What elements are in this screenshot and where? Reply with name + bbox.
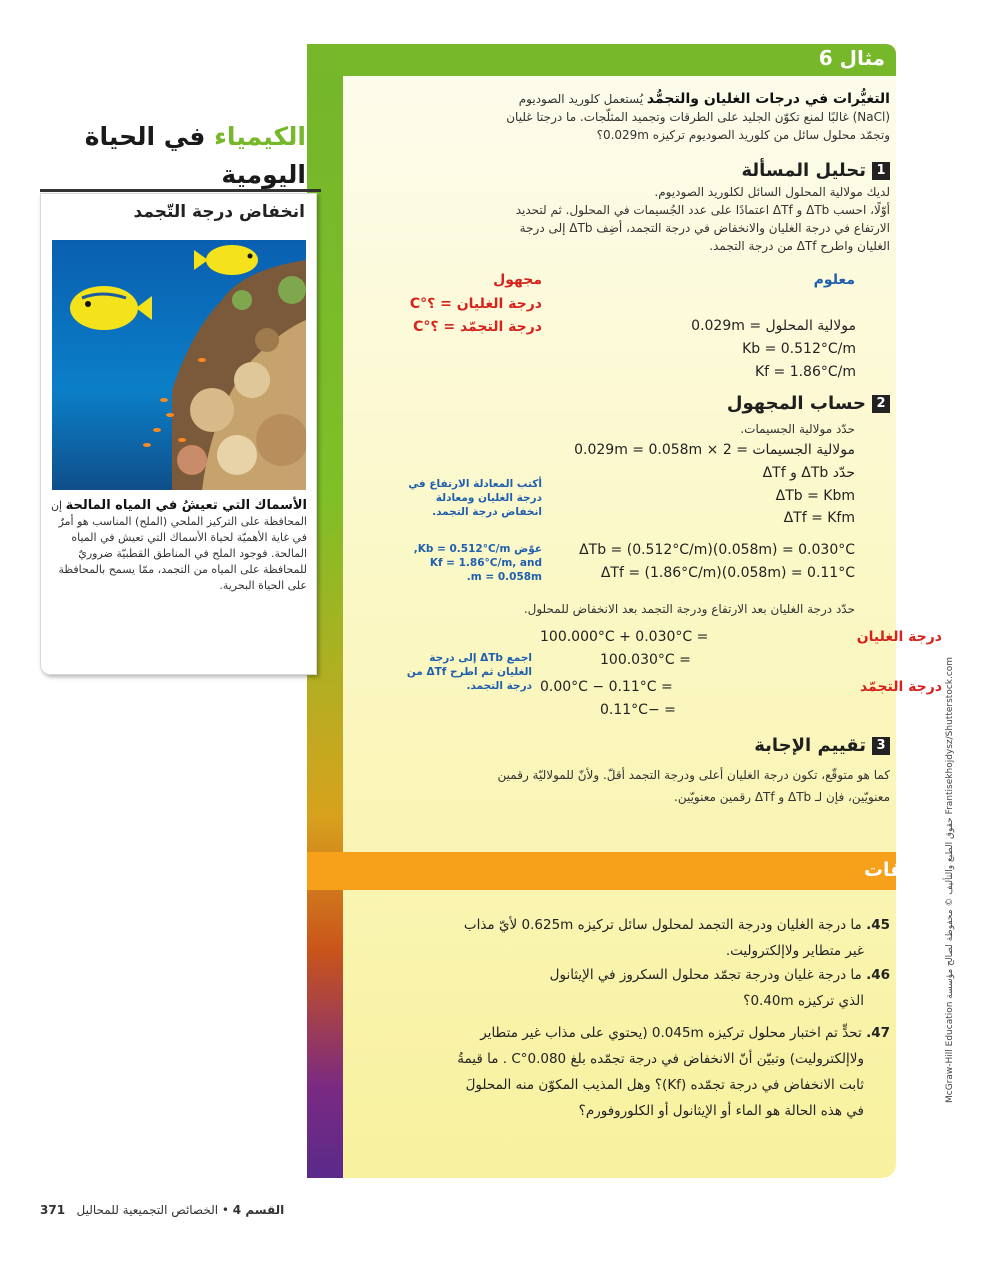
problem-line: ثابت الانخفاض في درجة تجمّده (Kf)؟ وهل المذيب المكوّن منه المحلولَ <box>465 1077 864 1093</box>
known-item: مولالية المحلول = 0.029m <box>691 318 856 334</box>
analyze-line-2: أوّلًا، احسب ΔTb و ΔTf اعتمادًا على عدد الجُسيمات في المحلول. ثم لتحديد <box>515 203 890 217</box>
note-write-equations: أكتب المعادلة الارتفاع في درجة الغليان ومعادلة انخفاض درجة التجمد. <box>408 478 542 518</box>
step-3-title: تقييم الإجابة <box>754 735 866 756</box>
practice-problem-46 <box>360 962 890 1014</box>
solve-line-3: حدّد ΔTb و ΔTf <box>762 465 855 481</box>
note-substitute-line: عوّض Kb = 0.512°C/m, <box>413 543 542 555</box>
evaluate-text <box>370 764 890 808</box>
problem-text-1: يُستعمل كلوريد الصوديوم <box>518 92 644 106</box>
problem-line: غير متطاير ولاإلكتروليت. <box>725 943 864 959</box>
sidebar-title-green: الكيمياء <box>214 122 306 151</box>
unknown-item: درجة التجمّد = ؟°C <box>413 319 542 335</box>
practice-problem-45 <box>360 912 890 964</box>
fp-equation: = 0.00°C − 0.11°C <box>540 679 673 695</box>
practice-title: تطبيقات <box>863 859 945 881</box>
calc-boiling: ΔTb = (0.512°C/m)(0.058m) = 0.030°C <box>579 542 855 558</box>
bp-equation: = 100.000°C + 0.030°C <box>540 629 709 645</box>
note-substitute <box>392 542 542 584</box>
fp-result: = −0.11°C <box>600 702 676 718</box>
sidebar-title <box>60 118 306 194</box>
known-list <box>600 315 856 384</box>
known-label: معلوم <box>813 272 855 288</box>
step-1-title: تحليل المسألة <box>741 160 866 181</box>
problem-line: ما درجة غليان ودرجة تجمّد محلول السكروز في الإيثانول <box>549 967 862 983</box>
header-divider <box>343 74 896 76</box>
analyze-line-3: الارتفاع في درجة الغليان والانخفاض في درجة التجمد، أضِف ΔTb إلى درجة <box>519 221 890 235</box>
unknown-list <box>342 293 542 339</box>
problem-number: 45. <box>866 917 890 933</box>
note-substitute-line: m = 0.058m. <box>466 571 542 583</box>
calc-freezing: ΔTf = (1.86°C/m)(0.058m) = 0.11°C <box>600 565 855 581</box>
problem-number: 46. <box>866 967 890 983</box>
practice-problem-47 <box>360 1020 890 1124</box>
step-3-number: 3 <box>872 737 890 755</box>
step-3-heading <box>590 735 890 756</box>
page-footer: القسم 4 • الخصائص التجميعية للمحاليل 371 <box>40 1203 285 1217</box>
practice-header-bar <box>307 852 896 890</box>
caption-title: الأسماك التي تعيشُ في المياه المالحة <box>65 498 307 513</box>
caption-text: إن المحافظة على التركيز الملحي (الملح) المناسب هو أمرٌ في غاية الأهميّة لحياة الأسماك التي تعيش في المياه المالحة. فوجود الملح في المناطق القطبيّة ضروريٌ للمحافظة على المياه من التجمد، ممّا يسمح بالمحافظة على الحياة البحرية. <box>50 499 307 592</box>
problem-text-2: (NaCl) غالبًا لمنع تكوّن الجليد على الطرقات وتجميد المثلّجات. ما درجتا غليان <box>506 110 890 124</box>
problem-line: في هذه الحالة هو الماء أو الإيثانول أو الكلوروفورم؟ <box>578 1103 864 1119</box>
sidebar-title-rest: في الحياة اليومية <box>84 122 306 189</box>
equation-boiling: ΔTb = Kbm <box>775 488 855 504</box>
known-item: Kb = 0.512°C/m <box>742 341 856 357</box>
analyze-line-1: لديك مولالية المحلول السائل لكلوريد الصوديوم. <box>654 185 890 199</box>
unknown-label: مجهول <box>493 272 542 288</box>
sidebar-subtitle: انخفاض درجة التّجمد <box>133 202 305 222</box>
evaluate-line-1: كما هو متوقّع، تكون درجة الغليان أعلى ودرجة التجمد أقلّ. ولأنّ للمولاليّة رقمين <box>497 768 890 782</box>
problem-title: التغيُّرات في درجات الغليان والتجمُّد <box>646 91 890 107</box>
fp-label: درجة التجمّد <box>859 679 942 695</box>
step-1-heading <box>590 160 890 181</box>
problem-line: الذي تركيزه 0.40m؟ <box>743 993 864 1009</box>
bp-label: درجة الغليان <box>856 629 942 645</box>
credit-line: McGraw-Hill Education حقوق الطبع والتأليف © محفوظة لصالح مؤسسة Frantisekhojdysz/Shutterstock.com <box>945 656 955 1103</box>
step-2-number: 2 <box>872 395 890 413</box>
evaluate-line-2: معنويّين، فإن لـ ΔTb و ΔTf رقمين معنويّين. <box>674 790 890 804</box>
note-substitute-line: Kf = 1.86°C/m, and <box>429 557 542 569</box>
sidebar-divider <box>40 189 321 192</box>
solve-line-1: حدّد مولالية الجسيمات. <box>740 422 855 436</box>
known-item: Kf = 1.86°C/m <box>754 364 856 380</box>
problem-line: تحدٍّ تم اختبار محلول تركيزه 0.045m (يحتوي على مذاب غير متطاير <box>480 1025 862 1041</box>
equation-freezing: ΔTf = Kfm <box>783 510 855 526</box>
problem-line: ما درجة الغليان ودرجة التجمد لمحلول سائل تركيزه 0.625m لأيّ مذاب <box>463 917 862 933</box>
coral-reef-photo <box>52 240 306 490</box>
bp-result: = 100.030°C <box>600 652 691 668</box>
example-label: مثال 6 <box>818 46 885 70</box>
problem-text-3: وتجمّد محلول سائل من كلوريد الصوديوم تركيزه 0.029m؟ <box>596 128 890 142</box>
step-1-number: 1 <box>872 162 890 180</box>
section-label: القسم 4 <box>232 1203 285 1217</box>
page-number: 371 <box>40 1203 66 1217</box>
section-title: الخصائص التجميعية للمحاليل <box>76 1203 219 1217</box>
solve-line-2: مولالية الجسيمات = 2 × 0.029m = 0.058m <box>574 442 855 458</box>
analyze-line-4: الغليان واطرح ΔTf من درجة التجمد. <box>709 239 890 253</box>
problem-statement <box>370 90 890 144</box>
problem-line: ولاإلكتروليت) وتبيّن أنّ الانخفاض في درجة تجمّده بلغ 0.080°C . ما قيمةُ <box>457 1051 864 1067</box>
note-add-subtract: اجمع ΔTb إلى درجة الغليان ثم اطرح ΔTf من درجة التجمد. <box>406 652 532 692</box>
problem-number: 47. <box>866 1025 890 1041</box>
sidebar-caption <box>50 498 307 594</box>
step-2-title: حساب المجهول <box>726 393 866 414</box>
solve-line-4: حدّد درجة الغليان بعد الارتفاع ودرجة التجمد بعد الانخفاض للمحلول. <box>523 602 855 616</box>
step-2-heading <box>590 393 890 414</box>
analyze-text <box>370 183 890 255</box>
unknown-item: درجة الغليان = ؟°C <box>409 296 542 312</box>
